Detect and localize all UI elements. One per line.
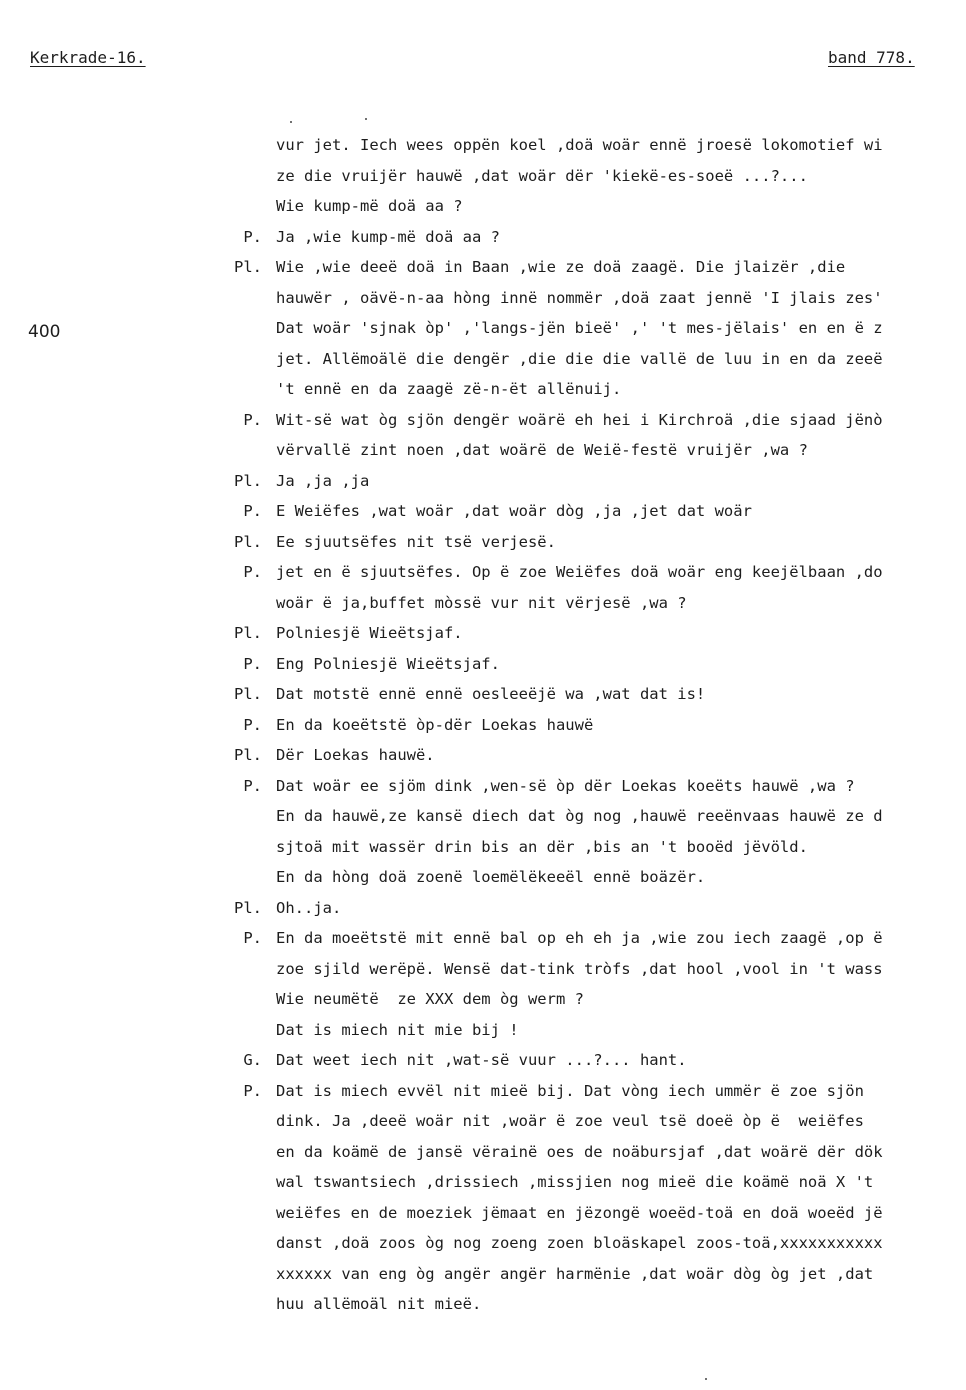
line-text: dink. Ja ,deeë woär nit ,woär ë zoe veul tsë doeë òp ë weiëfes [276, 1112, 864, 1130]
transcript-line [0, 197, 966, 228]
transcript-line [0, 380, 966, 411]
line-text: Polniesjë Wieëtsjaf. [276, 624, 463, 642]
transcript-line [0, 685, 966, 716]
line-text: Wie ,wie deeë doä in Baan ,wie ze doä zaagë. Die jlaizër ,die [276, 258, 846, 276]
speaker-label: Pl. [234, 471, 262, 490]
line-text: woär ë ja,buffet mòssë vur nit vërjesë ,wa ? [276, 593, 687, 612]
line-text: jet. Allëmoälë die dengër ,die die die vallë de luu in en da zeeë [276, 349, 883, 368]
transcript-line [0, 1143, 966, 1174]
transcript-line [0, 1112, 966, 1143]
line-text: Dat motstë ennë ennë oesleeëjë wa ,wat dat is! [276, 685, 706, 703]
line-text: Oh..ja. [276, 898, 342, 917]
speaker-label: Pl. [234, 685, 262, 703]
transcript-line [0, 502, 966, 533]
speaker-label: Pl. [234, 532, 262, 551]
transcript [0, 136, 966, 1326]
transcript-line [0, 533, 966, 564]
speaker-label: P. [243, 502, 262, 520]
line-text: Dër Loekas hauwë. [276, 746, 435, 764]
transcript-line [0, 807, 966, 838]
line-text: en da koämë de jansë vërainë oes de noäbursjaf ,dat woärë dër dök [276, 1142, 883, 1161]
line-text: Dat woär ee sjöm dink ,wen-së òp dër Loekas koeëts hauwë ,wa ? [276, 776, 855, 795]
transcript-line [0, 716, 966, 747]
stray-mark [365, 118, 367, 120]
transcript-line [0, 1021, 966, 1052]
speaker-label: G. [243, 1051, 262, 1069]
transcript-line [0, 1295, 966, 1326]
speaker-label: P. [243, 410, 262, 429]
speaker-label: P. [243, 929, 262, 947]
line-text: Eng Polniesjë Wieëtsjaf. [276, 654, 500, 673]
margin-counter: 400 [28, 322, 61, 342]
transcript-line [0, 746, 966, 777]
line-text: vur jet. Iech wees oppën koel ,doä woär ennë jroesë lokomotief wi [276, 136, 883, 154]
line-text: huu allëmoäl nit mieë. [276, 1295, 482, 1313]
transcript-line [0, 990, 966, 1021]
line-text: zoe sjild werëpë. Wensë dat-tink tròfs ,dat hool ,vool in 't wass [276, 959, 883, 978]
line-text: Dat woär 'sjnak òp' ,'langs-jën bieë' ,' 't mes-jëlais' en en ë z [276, 319, 883, 337]
transcript-line [0, 868, 966, 899]
line-text: Ja ,wie kump-më doä aa ? [276, 227, 500, 246]
speaker-label: P. [243, 227, 262, 246]
header-right: band 778. [828, 48, 915, 67]
line-text: hauwër , oävë-n-aa hòng innë nommër ,doä zaat jennë 'I jlais zes' [276, 288, 883, 307]
transcript-line [0, 289, 966, 320]
line-text: xxxxxx van eng òg angër angër harmënie ,dat woär dòg òg jet ,dat [276, 1264, 874, 1283]
speaker-label: P. [243, 563, 262, 581]
transcript-line [0, 1082, 966, 1113]
speaker-label: Pl. [234, 746, 262, 764]
line-text: ze die vruijër hauwë ,dat woär dër 'kiekë-es-soeë ...?... [276, 166, 808, 185]
transcript-line [0, 1173, 966, 1204]
line-text: En da hòng doä zoenë loemëlëkeeël ennë boäzër. [276, 868, 706, 886]
transcript-line [0, 1265, 966, 1296]
stray-mark [705, 1378, 707, 1380]
speaker-label: P. [243, 776, 262, 795]
speaker-label: P. [243, 715, 262, 734]
line-text: weiëfes en de moeziek jëmaat en jëzongë woeëd-toä en doä woeëd jë [276, 1203, 883, 1222]
transcript-line [0, 258, 966, 289]
line-text: En da moeëtstë mit ennë bal op eh eh ja ,wie zou iech zaagë ,op ë [276, 929, 883, 947]
transcript-line [0, 777, 966, 808]
line-text: danst ,doä zoos òg nog zoeng zoen bloäskapel zoos-toä,xxxxxxxxxxx [276, 1234, 883, 1252]
line-text: sjtoä mit wassër drin bis an dër ,bis an 't booëd jëvöld. [276, 837, 808, 856]
line-text: Ja ,ja ,ja [276, 471, 370, 490]
line-text: Dat weet iech nit ,wat-së vuur ...?... hant. [276, 1051, 687, 1069]
line-text: jet en ë sjuutsëfes. Op ë zoe Weiëfes doä woär eng keejëlbaan ,do [276, 563, 883, 581]
line-text: Wit-së wat òg sjön dengër woärë eh hei i Kirchroä ,die sjaad jënò [276, 410, 883, 429]
speaker-label: Pl. [234, 258, 262, 276]
transcript-line [0, 228, 966, 259]
line-text: 't ennë en da zaagë zë-n-ët allënuij. [276, 380, 622, 398]
speaker-label: P. [243, 1081, 262, 1100]
transcript-line [0, 167, 966, 198]
transcript-line [0, 929, 966, 960]
transcript-line [0, 624, 966, 655]
transcript-line [0, 838, 966, 869]
transcript-line [0, 899, 966, 930]
line-text: Wie neumëtë ze XXX dem òg werm ? [276, 990, 584, 1008]
transcript-line [0, 960, 966, 991]
speaker-label: Pl. [234, 898, 262, 917]
transcript-line [0, 350, 966, 381]
line-text: wal tswantsiech ,drissiech ,missjien nog mieë die koämë noä X 't [276, 1173, 874, 1191]
transcript-line [0, 1051, 966, 1082]
line-text: Dat is miech nit mie bij ! [276, 1020, 519, 1039]
transcript-line [0, 136, 966, 167]
transcript-line [0, 563, 966, 594]
transcript-line [0, 1204, 966, 1235]
line-text: E Weiëfes ,wat woär ,dat woär dòg ,ja ,jet dat woär [276, 502, 752, 520]
transcript-line [0, 1234, 966, 1265]
transcript-line [0, 472, 966, 503]
transcript-line [0, 594, 966, 625]
speaker-label: P. [243, 654, 262, 673]
transcript-line [0, 441, 966, 472]
line-text: En da koeëtstë òp-dër Loekas hauwë [276, 715, 594, 734]
transcript-line [0, 411, 966, 442]
line-text: En da hauwë,ze kansë diech dat òg nog ,hauwë reeënvaas hauwë ze d [276, 807, 883, 825]
speaker-label: Pl. [234, 624, 262, 642]
header-left: Kerkrade-16. [30, 48, 146, 67]
transcript-line [0, 319, 966, 350]
line-text: vërvallë zint noen ,dat woärë de Weië-festë vruijër ,wa ? [276, 441, 808, 459]
line-text: Dat is miech evvël nit mieë bij. Dat vòng iech ummër ë zoe sjön [276, 1081, 864, 1100]
line-text: Ee sjuutsëfes nit tsë verjesë. [276, 532, 556, 551]
line-text: Wie kump-më doä aa ? [276, 197, 463, 215]
stray-mark [290, 121, 292, 123]
transcript-line [0, 655, 966, 686]
